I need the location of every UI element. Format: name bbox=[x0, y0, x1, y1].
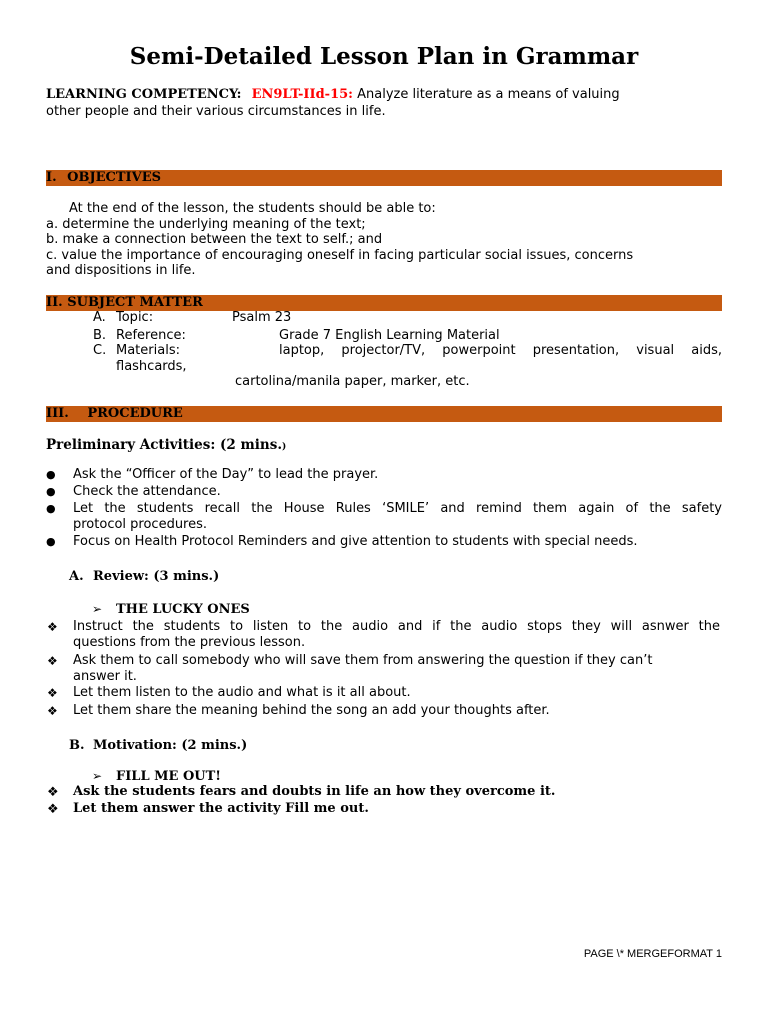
materials-value-line1: laptop, projector/TV, powerpoint presentation, visual aids, bbox=[279, 343, 722, 358]
motivation-letter: B. bbox=[69, 738, 85, 753]
objectives-heading-text: OBJECTIVES bbox=[67, 170, 161, 185]
topic-label: Topic: bbox=[116, 310, 154, 325]
bullet-icon: ● bbox=[46, 468, 56, 481]
diamond-bullet-icon: ❖ bbox=[47, 704, 58, 718]
objectives-heading bbox=[46, 170, 161, 186]
competency-code: EN9LT-IId-15: bbox=[251, 87, 353, 102]
lucky-ones-heading: THE LUCKY ONES bbox=[116, 602, 250, 617]
prelim-item-3-line1: Let the students recall the House Rules ‘SMILE’ and remind them again of the safety bbox=[73, 501, 722, 516]
prelim-item-2: Check the attendance. bbox=[73, 484, 221, 499]
review-item-2-line1: Ask them to call somebody who will save them from answering the question if they can’t bbox=[73, 653, 653, 668]
review-item-1-line1: Instruct the students to listen to the audio and if the audio stops they will asnwer the bbox=[73, 619, 720, 634]
preliminary-activities-heading bbox=[46, 437, 286, 453]
procedure-heading-number: III. bbox=[46, 406, 69, 421]
objective-b: b. make a connection between the text to self.; and bbox=[46, 232, 383, 247]
motivation-item-1: Ask the students fears and doubts in life an how they overcome it. bbox=[73, 784, 556, 799]
review-heading: Review: (3 mins.) bbox=[93, 569, 220, 584]
bullet-icon: ● bbox=[46, 485, 56, 498]
preliminary-heading-paren: ) bbox=[282, 442, 287, 452]
bullet-icon: ● bbox=[46, 535, 56, 548]
page-footer: PAGE \* MERGEFORMAT 1 bbox=[583, 948, 722, 960]
topic-letter: A. bbox=[93, 310, 106, 325]
review-letter: A. bbox=[69, 569, 84, 584]
materials-value-line2: flashcards, bbox=[116, 359, 187, 374]
materials-value-line3: cartolina/manila paper, marker, etc. bbox=[235, 374, 470, 389]
reference-label: Reference: bbox=[116, 328, 186, 343]
materials-label: Materials: bbox=[116, 343, 180, 358]
motivation-item-2: Let them answer the activity Fill me out. bbox=[73, 801, 369, 816]
materials-letter: C. bbox=[93, 343, 107, 358]
learning-competency bbox=[46, 86, 722, 103]
arrow-icon: ➢ bbox=[92, 602, 103, 616]
preliminary-heading-text: Preliminary Activities: (2 mins. bbox=[46, 437, 283, 453]
procedure-heading bbox=[46, 406, 183, 422]
prelim-item-4: Focus on Health Protocol Reminders and give attention to students with special needs. bbox=[73, 534, 638, 549]
diamond-bullet-icon: ❖ bbox=[47, 620, 58, 634]
fill-me-out-heading: FILL ME OUT! bbox=[116, 769, 221, 784]
objective-a: a. determine the underlying meaning of the text; bbox=[46, 217, 366, 232]
procedure-heading-text: PROCEDURE bbox=[87, 406, 183, 421]
reference-letter: B. bbox=[93, 328, 107, 343]
objectives-intro: At the end of the lesson, the students should be able to: bbox=[69, 201, 436, 216]
prelim-item-3-line2: protocol procedures. bbox=[73, 517, 208, 532]
diamond-bullet-icon: ❖ bbox=[47, 802, 59, 817]
objective-c-line2: and dispositions in life. bbox=[46, 263, 196, 278]
reference-value: Grade 7 English Learning Material bbox=[279, 328, 500, 343]
review-item-3: Let them listen to the audio and what is it all about. bbox=[73, 685, 411, 700]
page-title: Semi-Detailed Lesson Plan in Grammar bbox=[129, 43, 639, 70]
motivation-heading: Motivation: (2 mins.) bbox=[93, 738, 248, 753]
subject-matter-heading: II. SUBJECT MATTER bbox=[46, 295, 203, 310]
diamond-bullet-icon: ❖ bbox=[47, 785, 59, 800]
competency-label: LEARNING COMPETENCY: bbox=[46, 87, 242, 102]
review-item-2-line2: answer it. bbox=[73, 669, 137, 684]
competency-text-line2: other people and their various circumstances in life. bbox=[46, 104, 386, 119]
topic-value: Psalm 23 bbox=[232, 310, 292, 325]
objective-c-line1: c. value the importance of encouraging oneself in facing particular social issues, concerns bbox=[46, 248, 634, 263]
diamond-bullet-icon: ❖ bbox=[47, 686, 58, 700]
review-item-4: Let them share the meaning behind the song an add your thoughts after. bbox=[73, 703, 550, 718]
competency-text-line1: Analyze literature as a means of valuing bbox=[357, 87, 620, 102]
diamond-bullet-icon: ❖ bbox=[47, 654, 58, 668]
review-item-1-line2: questions from the previous lesson. bbox=[73, 635, 306, 650]
arrow-icon: ➢ bbox=[92, 769, 103, 783]
objectives-heading-number: I. bbox=[46, 170, 57, 185]
prelim-item-1: Ask the “Officer of the Day” to lead the prayer. bbox=[73, 467, 379, 482]
bullet-icon: ● bbox=[46, 502, 56, 515]
